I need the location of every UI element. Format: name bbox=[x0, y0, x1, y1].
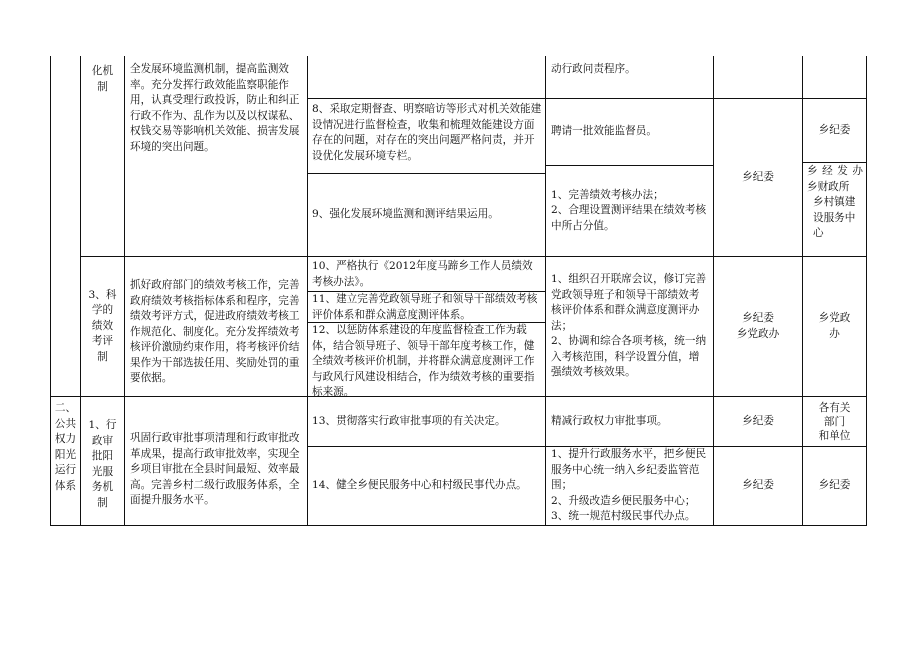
task-measure: 1、完善绩效考核办法； 2、合理设置测评结果在绩效考核中所占分值。 bbox=[551, 188, 707, 232]
task-item: 13、贯彻落实行政审批事项的有关决定。 bbox=[312, 414, 506, 427]
partner-unit: 乡 经 发 办 乡财政所 乡村镇建设服务中心 bbox=[807, 165, 863, 239]
sub-item-label: 1、行 政审 批阳 光服 务机 制 bbox=[88, 419, 117, 509]
measure-description: 抓好政府部门的绩效考核工作，完善政府绩效考核指标体系和程序，完善绩效考评方式，促进政府绩效考核工作规范化、制度化。充分发挥绩效考核评价激励约束作用，将考核评价结果作为干部选拔任用、奖励处罚的重要依据。 bbox=[130, 279, 300, 384]
partner-unit: 乡纪委 bbox=[818, 479, 851, 492]
work-plan-table bbox=[50, 56, 867, 526]
row-divider bbox=[802, 162, 866, 163]
category-label: 二、 公共 权力 阳光 运行 体系 bbox=[54, 402, 77, 492]
task-item: 9、强化发展环境监测和测评结果运用。 bbox=[312, 208, 499, 221]
table-border-bottom bbox=[50, 525, 866, 526]
partner-unit: 各有关 部门 和单位 bbox=[818, 401, 851, 442]
task-measure: 1、提升行政服务水平，把乡便民服务中心统一纳入乡纪委监管范围； 2、升级改造乡便民服务中心； 3、统一规范村级民事代办点。 bbox=[551, 448, 707, 523]
task-item: 10、严格执行《2012年度马蹄乡工作人员绩效考核办法》。 bbox=[312, 260, 533, 288]
task-measure: 聘请一批效能监督员。 bbox=[551, 125, 657, 138]
partner-unit: 乡纪委 bbox=[818, 123, 851, 136]
lead-unit: 乡纪委 bbox=[742, 414, 774, 427]
sub-item-label: 化机 制 bbox=[91, 65, 114, 93]
task-item: 11、建立完善党政领导班子和领导干部绩效考核评价体系和群众满意度测评体系。 bbox=[312, 293, 538, 321]
partner-unit: 乡党政 办 bbox=[818, 312, 851, 340]
sub-item-label: 3、科 学的 绩效 考评 制 bbox=[88, 288, 117, 363]
task-measure: 动行政问责程序。 bbox=[551, 63, 636, 75]
lead-unit: 乡纪委 bbox=[742, 479, 774, 492]
measure-description: 全发展环境监测机制，提高监测效率。充分发挥行政效能监察职能作用，认真受理行政投诉，防止和纠正行政不作为、乱作为以及以权谋私、权钱交易等影响机关效能、损害发展环境的突出问题。 bbox=[130, 63, 300, 153]
measure-description: 巩固行政审批事项清理和行政审批改革成果，提高行政审批效率，实现全乡项目审批在全县时间最短、效率最高。完善乡村二级行政服务体系，全面提升服务水平。 bbox=[130, 432, 300, 506]
task-item: 14、健全乡便民服务中心和村级民事代办点。 bbox=[312, 479, 527, 492]
task-measure: 1、组织召开联席会议，修订完善党政领导班子和领导干部绩效考核评价体系和群众满意度测评办法； 2、协调和综合各项考核，统一纳入考核范围，科学设置分值，增强绩效考核效果。 bbox=[551, 273, 707, 379]
task-item: 8、采取定期督查、明察暗访等形式对机关效能建设情况进行监督检查，收集和梳理效能建设方面存在的问题，对存在的突出问题严格问责，并开设优化发展环境专栏。 bbox=[312, 103, 542, 162]
table-border-right bbox=[866, 56, 867, 526]
lead-unit: 乡纪委 乡党政办 bbox=[736, 312, 780, 340]
task-item: 12、以惩防体系建设的年度监督检查工作为载体，结合领导班子、领导干部年度考核工作，健全绩效考核评价机制，并将群众满意度测评工作与政风行风建设相结合，作为绩效考核的重要指标来源。 bbox=[312, 324, 535, 398]
task-measure: 精减行政权力审批事项。 bbox=[551, 414, 668, 427]
row-divider bbox=[307, 98, 545, 99]
column-divider bbox=[124, 56, 125, 526]
lead-unit: 乡纪委 bbox=[742, 170, 774, 183]
column-divider bbox=[545, 56, 546, 526]
